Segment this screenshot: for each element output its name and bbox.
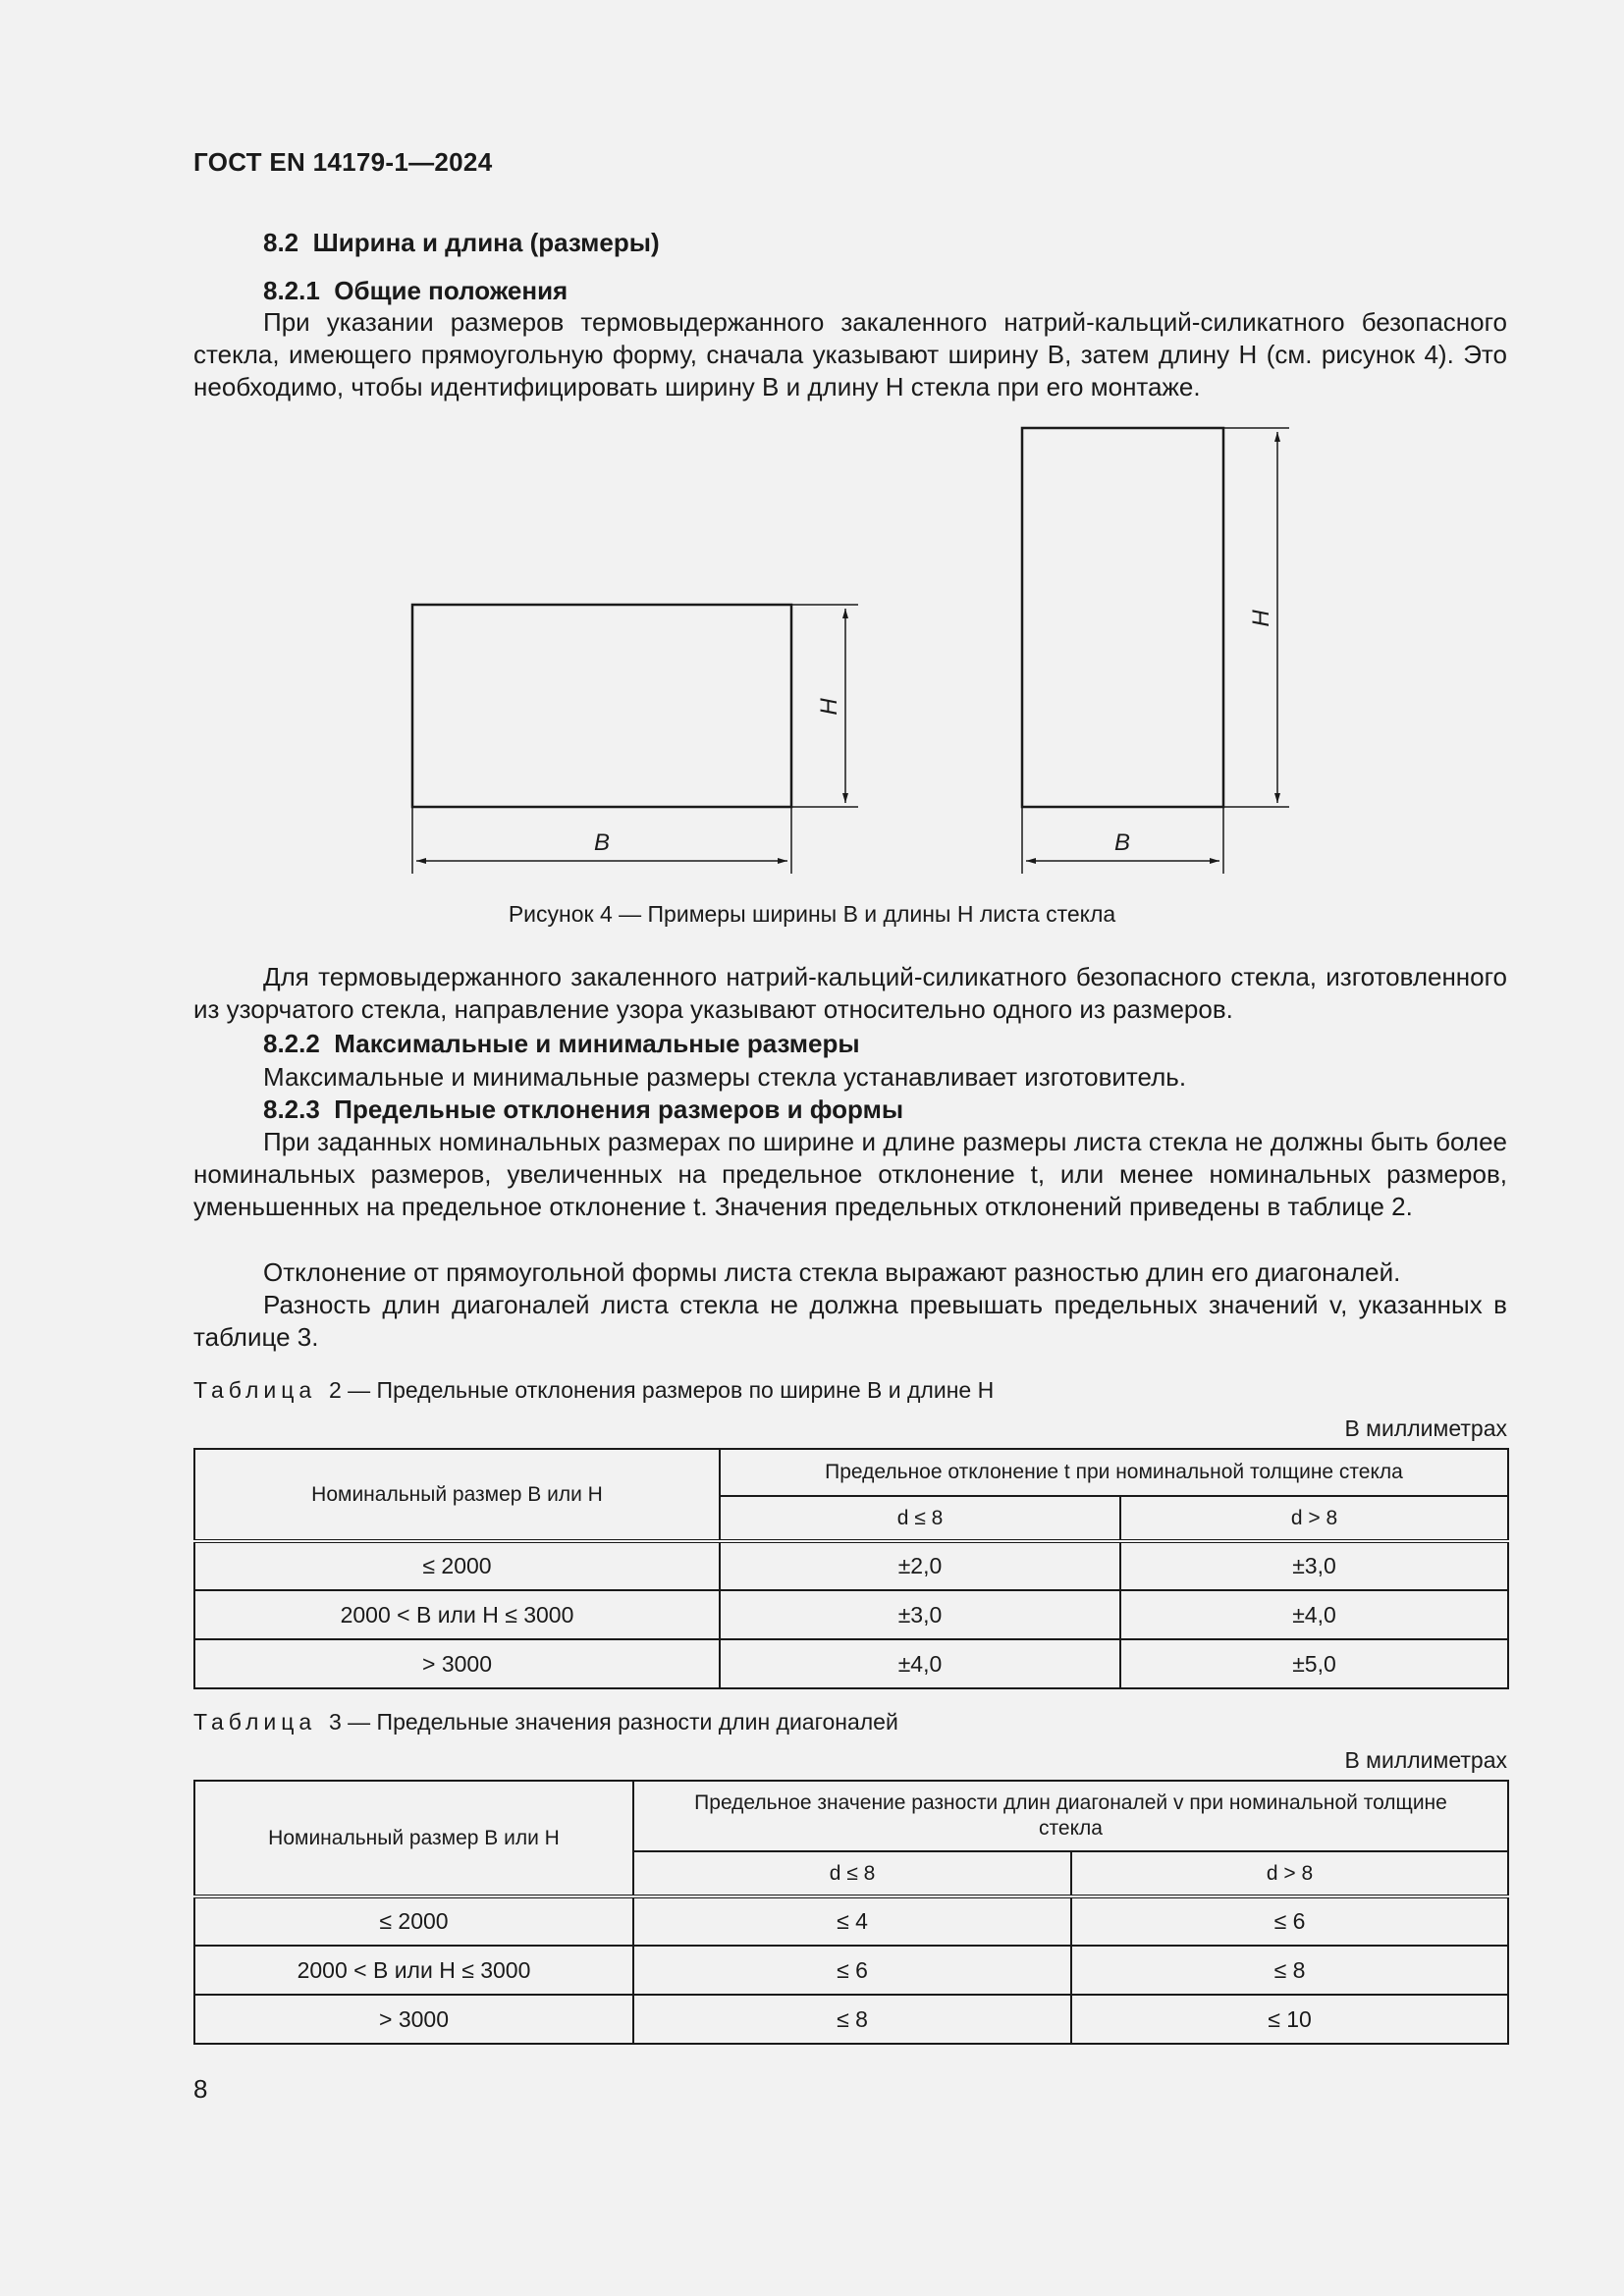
section-number: 8.2.1 [263, 276, 320, 305]
section-number: 8.2.3 [263, 1095, 320, 1124]
section-heading-8-2-1 [263, 276, 568, 306]
paragraph-max-min: Максимальные и минимальные размеры стекла устанавливает изготовитель. [263, 1062, 1187, 1092]
header-deviation-group: Предельное отклонение t при номинальной толщине стекла [720, 1449, 1508, 1496]
header-thickness-gt-8: d > 8 [1120, 1496, 1508, 1541]
paragraph-diagonal-difference: Разность длин диагоналей листа стекла не должна превышать предельных значений v, указанных в таблице 3. [193, 1290, 1507, 1352]
cell: ±4,0 [720, 1639, 1120, 1688]
document-header: ГОСТ EN 14179-1—2024 [193, 147, 493, 177]
label-h-left: H [816, 698, 842, 716]
header-thickness-le-8: d ≤ 8 [633, 1851, 1071, 1896]
section-heading-8-2 [263, 228, 660, 258]
cell: ±4,0 [1120, 1590, 1508, 1639]
cell: ≤ 2000 [194, 1896, 633, 1946]
cell: ±3,0 [1120, 1541, 1508, 1590]
table-title-text: 2 — Предельные отклонения размеров по ширине B и длине H [328, 1377, 995, 1403]
table-3 [193, 1780, 1509, 2045]
cell: ≤ 6 [1071, 1896, 1508, 1946]
figure-caption: Рисунок 4 — Примеры ширины B и длины H листа стекла [508, 901, 1116, 927]
cell: 2000 < B или H ≤ 3000 [194, 1590, 720, 1639]
paragraph-dimensions-intro: При указании размеров термовыдержанного закаленного натрий-кальций-силикатного безопасного стекла, имеющего прямоугольную форму, сначала указывают ширину B, затем длину H (см. рисунок 4). Это необходимо, чтобы идентифицировать ширину B и длину H стекла при его монтаже. [193, 307, 1507, 401]
header-nominal-size: Номинальный размер B или H [194, 1781, 633, 1896]
label-b-right: B [1113, 829, 1131, 856]
table-row [194, 1639, 1508, 1688]
table-row [194, 1946, 1508, 1995]
cell: ≤ 10 [1071, 1995, 1508, 2044]
table-row [194, 1541, 1508, 1590]
glass-sheet-portrait [1022, 428, 1223, 807]
cell: ≤ 8 [633, 1995, 1071, 2044]
cell: 2000 < B или H ≤ 3000 [194, 1946, 633, 1995]
table-row [194, 1896, 1508, 1946]
cell: ±2,0 [720, 1541, 1120, 1590]
cell: ≤ 2000 [194, 1541, 720, 1590]
paragraph-rectangularity: Отклонение от прямоугольной формы листа стекла выражают разностью длин его диагоналей. [263, 1257, 1401, 1287]
cell: ≤ 4 [633, 1896, 1071, 1946]
section-title: Предельные отклонения размеров и формы [334, 1095, 904, 1124]
table-2 [193, 1448, 1509, 1689]
table-row [194, 1995, 1508, 2044]
paragraph-pattern-direction: Для термовыдержанного закаленного натрий-кальций-силикатного безопасного стекла, изготовленного из узорчатого стекла, направление узора указывают относительно одного из размеров. [193, 962, 1507, 1024]
label-h-right: H [1248, 610, 1274, 627]
section-title: Ширина и длина (размеры) [312, 228, 660, 257]
table-3-units: В миллиметрах [1344, 1747, 1507, 1773]
cell: ≤ 8 [1071, 1946, 1508, 1995]
header-thickness-gt-8: d > 8 [1071, 1851, 1508, 1896]
header-diagonal-group: Предельное значение разности длин диагоналей v при номинальной толщине стекла [633, 1781, 1508, 1851]
table-2-title [193, 1377, 994, 1404]
table-row [194, 1590, 1508, 1639]
header-nominal-size: Номинальный размер B или H [194, 1449, 720, 1541]
cell: ≤ 6 [633, 1946, 1071, 1995]
section-title: Максимальные и минимальные размеры [334, 1029, 860, 1058]
section-heading-8-2-2 [263, 1029, 860, 1059]
header-thickness-le-8: d ≤ 8 [720, 1496, 1120, 1541]
page-number: 8 [193, 2074, 208, 2104]
table-title-text: 3 — Предельные значения разности длин диагоналей [328, 1709, 898, 1735]
section-title: Общие положения [334, 276, 568, 305]
table-3-title [193, 1709, 898, 1735]
cell: ±3,0 [720, 1590, 1120, 1639]
cell: ±5,0 [1120, 1639, 1508, 1688]
paragraph-deviation-limits: При заданных номинальных размерах по ширине и длине размеры листа стекла не должны быть более номинальных размеров, увеличенных на предельное отклонение t, или менее номинальных размеров, уменьшенных на предельное отклонение t. Значения предельных отклонений приведены в таблице 2. [193, 1127, 1507, 1221]
glass-sheet-landscape [412, 605, 791, 807]
section-heading-8-2-3 [263, 1095, 903, 1125]
section-number: 8.2 [263, 228, 299, 257]
section-number: 8.2.2 [263, 1029, 320, 1058]
table-2-units: В миллиметрах [1344, 1415, 1507, 1441]
cell: > 3000 [194, 1639, 720, 1688]
cell: > 3000 [194, 1995, 633, 2044]
label-b-left: B [593, 829, 611, 856]
table-label: Таблица [193, 1709, 317, 1735]
table-label: Таблица [193, 1377, 317, 1403]
